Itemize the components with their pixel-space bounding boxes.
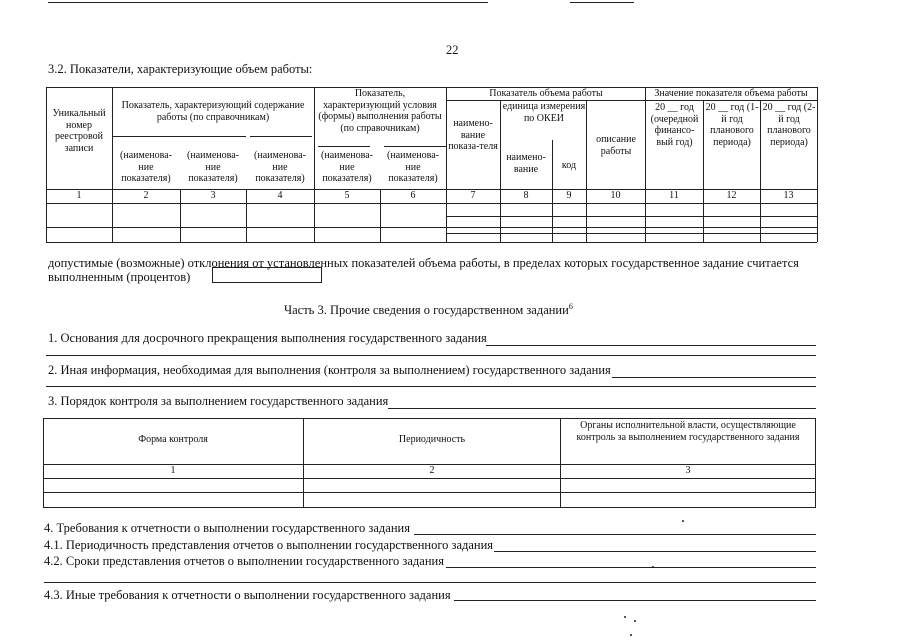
col-number: 12 xyxy=(726,190,737,201)
header-unique-record: Уникальный номер реестровой записи xyxy=(52,108,106,154)
header-sub-name-5: (наименова-ние показателя) xyxy=(387,150,439,184)
deviation-text-2: выполненным (процентов) xyxy=(48,270,191,284)
col-number: 13 xyxy=(783,190,794,201)
section-3-2-title: 3.2. Показатели, характеризующие объем работы: xyxy=(48,62,313,76)
top-rule-right xyxy=(570,2,634,3)
item-4-2-line[interactable] xyxy=(446,567,816,568)
header-unit-code: код xyxy=(561,160,577,171)
col-number: 5 xyxy=(344,190,350,201)
deviation-percent-field[interactable] xyxy=(212,267,322,283)
periodicity-header: Периодичность xyxy=(398,434,466,445)
item-3-label: 3. Порядок контроля за выполнением государственного задания xyxy=(48,394,389,408)
item-2-line[interactable] xyxy=(612,377,816,378)
header-indicator-name: наимено-вание показа-теля xyxy=(448,118,498,152)
header-year-2: 20 __ год (1-й год планового периода) xyxy=(705,102,759,148)
item-3-line[interactable] xyxy=(388,408,816,409)
item-4-2-line-2[interactable] xyxy=(44,582,816,583)
item-4-3-line[interactable] xyxy=(454,600,816,601)
header-sub-name-4: (наименова-ние показателя) xyxy=(321,150,373,184)
col-number: 7 xyxy=(470,190,476,201)
item-4-line[interactable] xyxy=(414,534,816,535)
item-1-line[interactable] xyxy=(486,345,816,346)
col-number: 3 xyxy=(210,190,216,201)
control-form-header: Форма контроля xyxy=(138,434,208,445)
item-4-3-label: 4.3. Иные требования к отчетности о выполнении государственного задания xyxy=(44,588,451,602)
col-number: 3 xyxy=(685,465,691,476)
header-conditions-indicator: Показатель, характеризующий условия (формы) выполнения работы (по справочникам) xyxy=(318,88,442,134)
col-number: 1 xyxy=(76,190,82,201)
col-number: 4 xyxy=(277,190,283,201)
item-1-label: 1. Основания для досрочного прекращения выполнения государственного задания xyxy=(48,331,487,345)
item-4-1-label: 4.1. Периодичность представления отчетов о выполнении государственного задания xyxy=(44,538,494,552)
col-number: 11 xyxy=(669,190,679,201)
header-sub-name-3: (наименова-ние показателя) xyxy=(254,150,306,184)
col-number: 2 xyxy=(429,465,435,476)
authorities-header: Органы исполнительной власти, осуществляющие контроль за выполнением государственного задания xyxy=(576,420,800,443)
header-year-1: 20 __ год (очередной финансо-вый год) xyxy=(650,102,699,148)
header-content-indicator: Показатель, характеризующий содержание работы (по справочникам) xyxy=(121,100,305,123)
item-1-line-2[interactable] xyxy=(46,355,816,356)
col-number: 10 xyxy=(610,190,621,201)
header-sub-name-2: (наименова-ние показателя) xyxy=(187,150,239,184)
header-volume-value: Значение показателя объема работы xyxy=(654,88,808,99)
header-volume-indicator: Показатель объема работы xyxy=(489,88,603,99)
item-4-1-line[interactable] xyxy=(494,551,816,552)
item-2-label: 2. Иная информация, необходимая для выполнения (контроля за выполнением) государственного задания xyxy=(48,363,611,377)
header-unit: единица измерения по ОКЕИ xyxy=(502,101,586,124)
footnote-ref: 6 xyxy=(568,302,573,311)
top-rule-left xyxy=(48,2,488,3)
deviation-text: допустимые (возможные) отклонения от установленных показателей объема работы, в пределах которых государственное задание считается xyxy=(48,256,799,270)
col-number: 8 xyxy=(523,190,529,201)
header-work-description: описание работы xyxy=(596,134,636,157)
col-number: 1 xyxy=(170,465,176,476)
col-number: 9 xyxy=(566,190,572,201)
page-number: 22 xyxy=(446,43,459,57)
col-number: 6 xyxy=(410,190,416,201)
header-year-3: 20 __ год (2-й год планового периода) xyxy=(762,102,816,148)
part3-title xyxy=(284,302,573,318)
item-4-label: 4. Требования к отчетности о выполнении государственного задания xyxy=(44,521,410,535)
part3-title-text: Часть 3. Прочие сведения о государственном задании xyxy=(284,303,569,318)
header-sub-name-1: (наименова-ние показателя) xyxy=(120,150,172,184)
col-number: 2 xyxy=(143,190,149,201)
header-unit-name: наимено-вание xyxy=(506,152,546,175)
item-2-line-2[interactable] xyxy=(46,386,816,387)
item-4-2-label: 4.2. Сроки представления отчетов о выполнении государственного задания xyxy=(44,554,444,568)
